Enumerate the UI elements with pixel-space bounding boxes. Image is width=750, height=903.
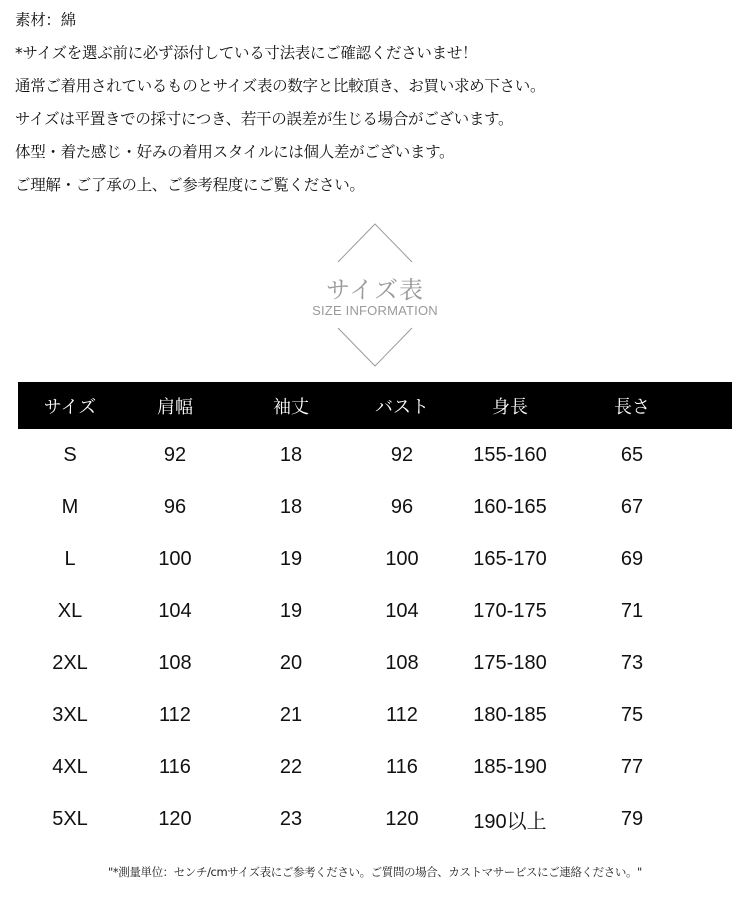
cell-shoulder: 96 <box>163 495 187 518</box>
cell-size: M <box>61 495 79 518</box>
cell-length: 73 <box>620 651 644 674</box>
table-header <box>18 382 732 429</box>
cell-height: 160-165 <box>473 495 547 518</box>
table-row <box>18 793 732 845</box>
cell-sleeve: 20 <box>279 651 303 674</box>
cell-height: 170-175 <box>473 599 547 622</box>
cell-shoulder: 108 <box>158 651 192 674</box>
cell-bust: 96 <box>390 495 414 518</box>
table-row <box>18 585 732 637</box>
cell-sleeve: 18 <box>279 443 303 466</box>
size-info-emblem <box>300 220 450 372</box>
table-row <box>18 429 732 481</box>
cell-length: 71 <box>620 599 644 622</box>
size-check-note: *サイズを選ぶ前に必ず添付している寸法表にご確認くださいませ！ <box>15 44 478 62</box>
table-row <box>18 481 732 533</box>
header-bust: バスト <box>375 396 429 418</box>
product-notes <box>15 4 740 202</box>
cell-sleeve: 23 <box>279 807 303 830</box>
header-height: 身長 <box>492 396 528 418</box>
cell-length: 75 <box>620 703 644 726</box>
reference-note: ご理解・ご了承の上、ご参考程度にご覧ください。 <box>15 176 365 194</box>
cell-shoulder: 120 <box>158 807 192 830</box>
cell-size: 5XL <box>52 807 88 830</box>
cell-height: 180-185 <box>473 703 547 726</box>
cell-shoulder: 112 <box>159 703 191 726</box>
cell-size: S <box>63 443 77 466</box>
table-row <box>18 637 732 689</box>
cell-height: 165-170 <box>473 547 547 570</box>
header-size: サイズ <box>43 396 97 418</box>
table-row <box>18 533 732 585</box>
cell-bust: 108 <box>385 651 419 674</box>
cell-bust: 116 <box>386 755 418 778</box>
table-row <box>18 689 732 741</box>
cell-height: 155-160 <box>473 443 547 466</box>
cell-height: 190以上 <box>473 810 547 833</box>
size-table <box>18 382 732 845</box>
cell-bust: 120 <box>385 807 419 830</box>
measurement-unit-note: "*測量単位：センチ/cmサイズ表にご参考ください。ご質問の場合、カストマサービスにご連絡ください。" <box>108 865 642 879</box>
individual-difference-note: 体型・着た感じ・好みの着用スタイルには個人差がございます。 <box>15 143 455 161</box>
cell-shoulder: 116 <box>159 755 191 778</box>
material-note: 素材：綿 <box>15 11 76 29</box>
cell-length: 79 <box>620 807 644 830</box>
cell-bust: 112 <box>386 703 418 726</box>
cell-bust: 104 <box>385 599 419 622</box>
cell-size: L <box>64 547 76 570</box>
cell-sleeve: 22 <box>279 755 303 778</box>
header-sleeve: 袖丈 <box>273 396 309 418</box>
cell-height: 185-190 <box>473 755 547 778</box>
compare-note: 通常ご着用されているものとサイズ表の数字と比較頂き、お買い求め下さい。 <box>15 77 546 95</box>
cell-sleeve: 19 <box>279 599 303 622</box>
cell-shoulder: 104 <box>158 599 192 622</box>
header-length: 長さ <box>614 396 650 418</box>
cell-length: 69 <box>620 547 644 570</box>
cell-length: 67 <box>620 495 644 518</box>
cell-sleeve: 19 <box>279 547 303 570</box>
cell-size: 4XL <box>52 755 88 778</box>
header-shoulder: 肩幅 <box>157 396 193 418</box>
cell-sleeve: 18 <box>279 495 303 518</box>
cell-size: 2XL <box>52 651 88 674</box>
cell-size: 3XL <box>52 703 88 726</box>
size-chart-subtitle: SIZE INFORMATION <box>312 303 438 318</box>
cell-shoulder: 92 <box>163 443 187 466</box>
measurement-error-note: サイズは平置きでの採寸につき、若干の誤差が生じる場合がございます。 <box>15 110 514 128</box>
cell-length: 65 <box>620 443 644 466</box>
cell-shoulder: 100 <box>158 547 192 570</box>
cell-height: 175-180 <box>473 651 547 674</box>
table-row <box>18 741 732 793</box>
cell-sleeve: 21 <box>279 703 303 726</box>
cell-size: XL <box>57 599 83 622</box>
cell-length: 77 <box>620 755 644 778</box>
size-chart-title: サイズ表 <box>325 276 425 304</box>
cell-bust: 100 <box>385 547 419 570</box>
cell-bust: 92 <box>390 443 414 466</box>
